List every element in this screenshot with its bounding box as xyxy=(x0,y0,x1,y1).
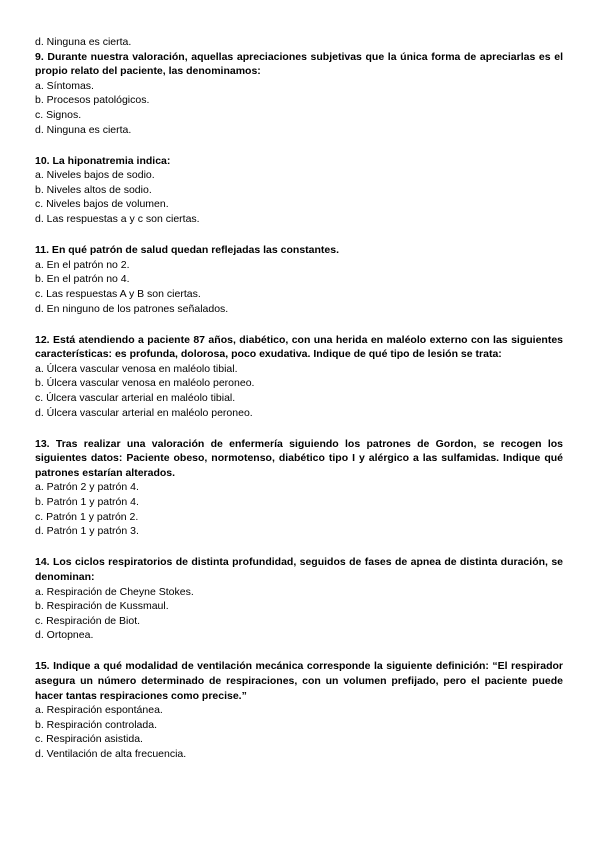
option-b: b. Patrón 1 y patrón 4. xyxy=(35,496,139,509)
option-a: a. Úlcera vascular venosa en maléolo tibial. xyxy=(35,362,238,375)
option-d: d. Las respuestas a y c son ciertas. xyxy=(35,213,200,226)
option-d: d. En ninguno de los patrones señalados. xyxy=(35,302,229,315)
option-b: b. Respiración de Kussmaul. xyxy=(35,600,169,613)
question-stem: 13. Tras realizar una valoración de enfermería siguiendo los patrones de Gordon, se recogen los siguientes datos: Paciente obeso, normotenso, diabético tipo I y alérgico a las sulfamidas. Indique qué patrones estarían alterados. xyxy=(35,437,563,479)
option-a: a. Patrón 2 y patrón 4. xyxy=(35,481,139,494)
option-b: b. En el patrón no 4. xyxy=(35,273,130,286)
option-b: b. Respiración controlada. xyxy=(35,718,157,731)
question-13 xyxy=(35,437,563,539)
carryover-option: d. Ninguna es cierta. xyxy=(35,36,132,48)
option-c: c. Signos. xyxy=(35,108,82,121)
option-b: b. Úlcera vascular venosa en maléolo peroneo. xyxy=(35,377,255,390)
option-b: b. Niveles altos de sodio. xyxy=(35,183,152,196)
question-stem: 11. En qué patrón de salud quedan reflejadas las constantes. xyxy=(35,244,340,257)
question-11 xyxy=(35,243,563,316)
option-a: a. Respiración espontánea. xyxy=(35,704,163,717)
option-d: d. Ortopnea. xyxy=(35,629,94,642)
question-stem: 15. Indique a qué modalidad de ventilación mecánica corresponde la siguiente definición: “El respirador asegura un número determinado de respiraciones, con un volumen prefijado, pero el paciente puede hacer tantas respiraciones como precise.” xyxy=(35,660,563,702)
option-c: c. Úlcera vascular arterial en maléolo tibial. xyxy=(35,391,236,404)
question-14 xyxy=(35,555,563,643)
question-stem: 12. Está atendiendo a paciente 87 años, diabético, con una herida en maléolo externo con las siguientes características: es profunda, dolorosa, poco exudativa. Indique de qué tipo de lesión se trata: xyxy=(35,333,563,361)
option-d: d. Ninguna es cierta. xyxy=(35,123,132,136)
question-stem: 10. La hiponatremia indica: xyxy=(35,154,171,167)
option-d: d. Patrón 1 y patrón 3. xyxy=(35,525,139,538)
option-a: a. Síntomas. xyxy=(35,79,94,92)
option-a: a. Respiración de Cheyne Stokes. xyxy=(35,585,194,598)
question-15 xyxy=(35,659,563,761)
option-b: b. Procesos patológicos. xyxy=(35,94,150,107)
option-d: d. Ventilación de alta frecuencia. xyxy=(35,747,187,760)
option-c: c. Las respuestas A y B son ciertas. xyxy=(35,287,201,300)
option-c: c. Respiración de Biot. xyxy=(35,614,141,627)
question-10 xyxy=(35,154,563,227)
option-c: c. Niveles bajos de volumen. xyxy=(35,198,169,211)
question-stem: 14. Los ciclos respiratorios de distinta profundidad, seguidos de fases de apnea de distinta duración, se denominan: xyxy=(35,556,563,583)
question-stem: 9. Durante nuestra valoración, aquellas apreciaciones subjetivas que la única forma de apreciarlas es el propio relato del paciente, las denominamos: xyxy=(35,50,563,78)
option-a: a. En el patrón no 2. xyxy=(35,258,130,271)
option-c: c. Patrón 1 y patrón 2. xyxy=(35,510,139,523)
option-d: d. Úlcera vascular arterial en maléolo peroneo. xyxy=(35,406,253,419)
option-c: c. Respiración asistida. xyxy=(35,733,143,746)
option-a: a. Niveles bajos de sodio. xyxy=(35,169,155,182)
question-12 xyxy=(35,333,563,421)
question-9 xyxy=(35,50,563,138)
document-page xyxy=(35,35,563,778)
